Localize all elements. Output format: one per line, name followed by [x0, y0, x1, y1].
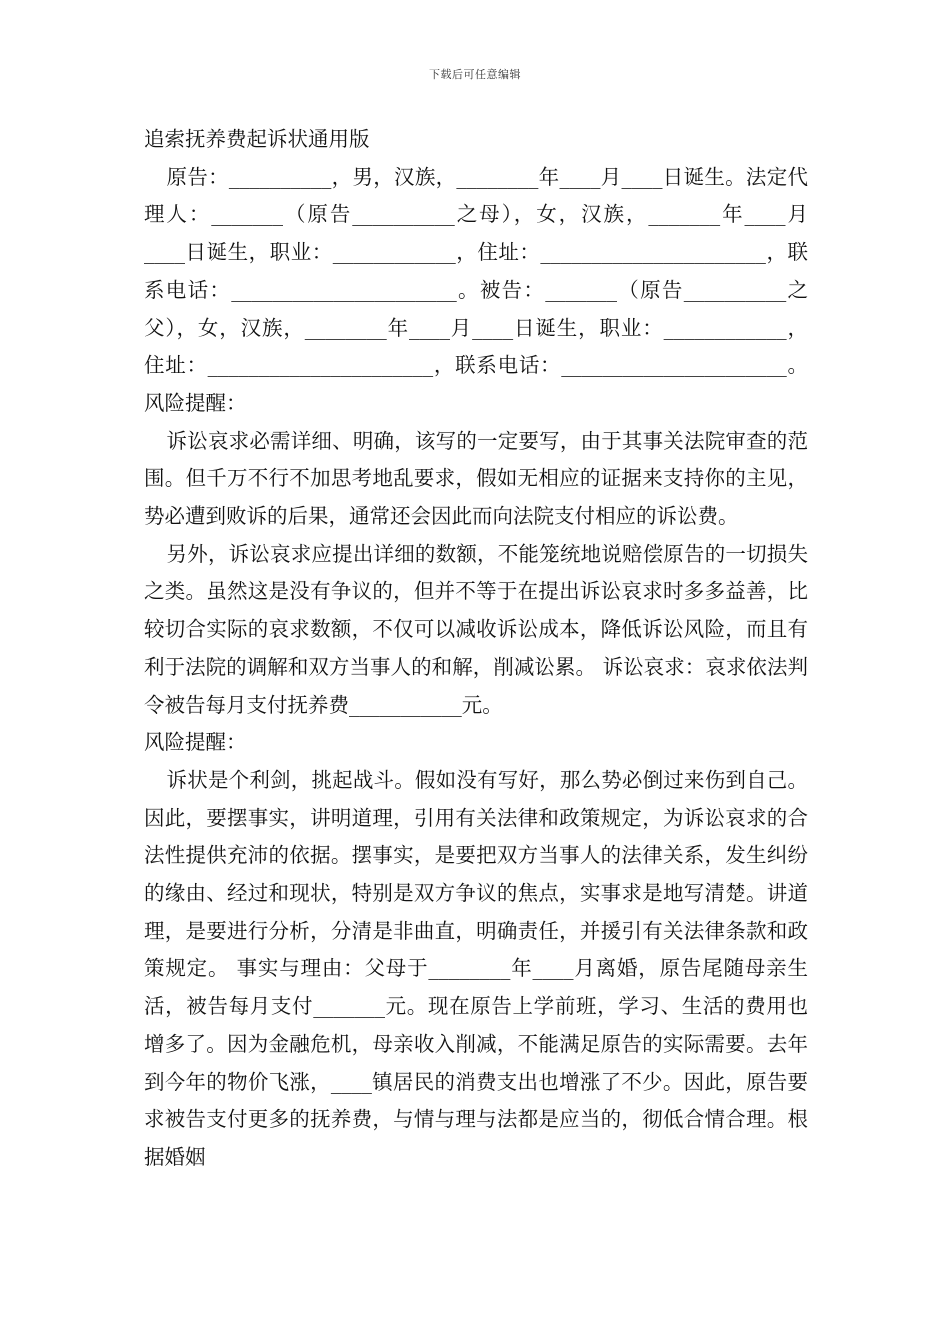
document-title: 追索抚养费起诉状通用版: [144, 127, 370, 151]
paragraph-facts-and-reasons: 诉状是个利剑，挑起战斗。假如没有写好，那么势必倒过来伤到自己。因此，要摆事实，讲明道理，引用有关法律和政策规定，为诉讼哀求的合法性提供充沛的依据。摆事实，是要把双方当事人的法律关系，发生纠纷的缘由、经过和现状，特别是双方争议的焦点，实事求是地写清楚。讲道理，是要进行分析，分清是非曲直，明确责任，并援引有关法律条款和政策规定。 事实与理由：父母于________年____月离婚，原告尾随母亲生活，被告每月支付_______元。现在原告上学前班，学习、生活的费用也增多了。因为金融危机，母亲收入削减，不能满足原告的实际需要。去年到今年的物价飞涨，____镇居民的消费支出也增涨了不少。因此，原告要求被告支付更多的抚养费，与情与理与法都是应当的，彻低合情合理。根据婚姻: [144, 767, 808, 1169]
page-header: 下载后可任意编辑: [429, 68, 521, 81]
paragraph-risk-reminder-1: 诉讼哀求必需详细、明确，该写的一定要写，由于其事关法院审查的范围。但千万不行不加思考地乱要求，假如无相应的证据来支持你的主见，势必遭到败诉的后果，通常还会因此而向法院支付相应的诉讼费。: [144, 428, 808, 529]
paragraph-parties: 原告：__________，男，汉族，________年____月____日诞生。法定代理人：_______（原告__________之母），女，汉族，_______年____月____日诞生，职业：____________，住址：______________________，联系电话：______________________。被告：_______（原告__________之父），女，汉族，________年____月____日诞生，职业：____________，住址：______________________，联系电话：______________________。风险提醒：: [144, 164, 808, 415]
document-body: [144, 121, 808, 1177]
paragraph-risk-heading: 风险提醒：: [144, 730, 247, 755]
paragraph-claims: 另外，诉讼哀求应提出详细的数额，不能笼统地说赔偿原告的一切损失之类。虽然这是没有争议的，但并不等于在提出诉讼哀求时多多益善，比较切合实际的哀求数额，不仅可以减收诉讼成本，降低诉讼风险，而且有利于法院的调解和双方当事人的和解，削减讼累。 诉讼哀求：哀求依法判令被告每月支付抚养费___________元。: [144, 541, 808, 717]
